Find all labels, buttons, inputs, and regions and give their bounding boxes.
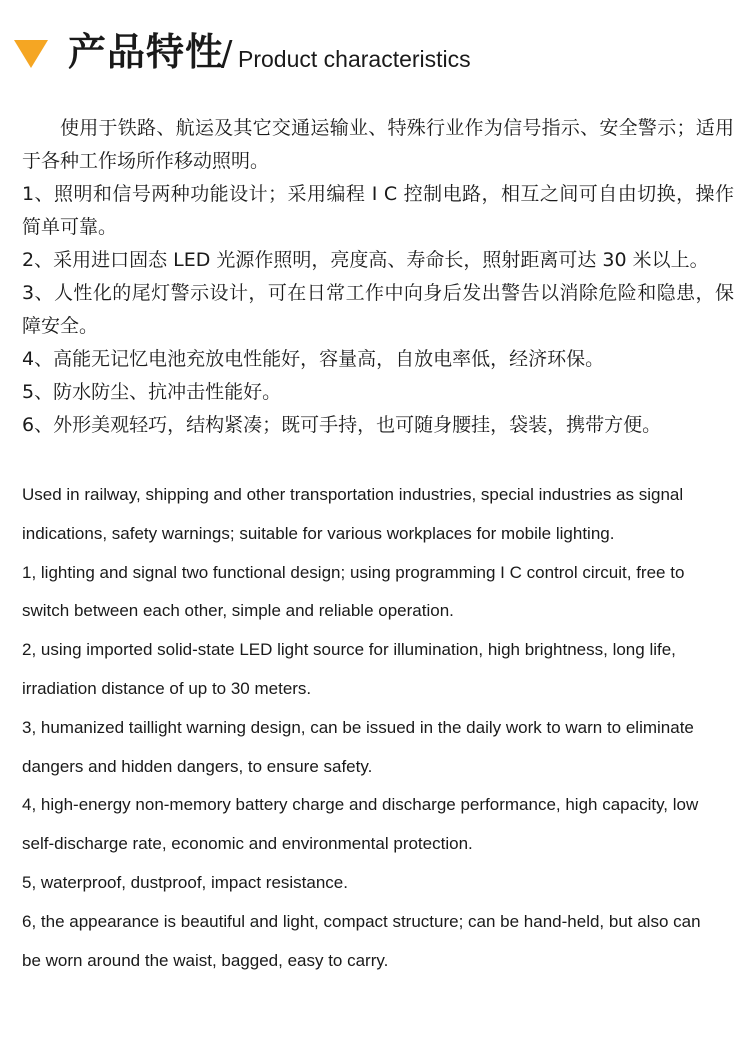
english-feature-4: 4, high-energy non-memory battery charge and discharge performance, high capacity, low self-discharge rate, economic and environmental protection. bbox=[22, 795, 699, 854]
section-header bbox=[0, 28, 750, 80]
chinese-feature-5: 5、防水防尘、抗冲击性能好。 bbox=[22, 381, 282, 403]
title-english: Product characteristics bbox=[238, 46, 471, 72]
english-feature-5: 5, waterproof, dustproof, impact resistance. bbox=[22, 872, 348, 892]
chinese-feature-3: 3、人性化的尾灯警示设计，可在日常工作中向身后发出警告以消除危险和隐患，保障安全。 bbox=[22, 282, 734, 337]
english-feature-3: 3, humanized taillight warning design, can be issued in the daily work to warn to eliminate dangers and hidden dangers, to ensure safety. bbox=[22, 717, 694, 776]
english-feature-2: 2, using imported solid-state LED light source for illumination, high brightness, long life, irradiation distance of up to 30 meters. bbox=[22, 640, 676, 698]
chinese-description bbox=[22, 112, 734, 442]
english-feature-6: 6, the appearance is beautiful and light, compact structure; can be hand-held, but also can be worn around the waist, bagged, easy to carry. bbox=[22, 911, 701, 970]
chinese-feature-2: 2、采用进口固态 LED 光源作照明，亮度高、寿命长，照射距离可达 30 米以上。 bbox=[22, 249, 709, 271]
chinese-intro: 使用于铁路、航运及其它交通运输业、特殊行业作为信号指示、安全警示；适用于各种工作场所作移动照明。 bbox=[22, 117, 734, 172]
chinese-feature-4: 4、高能无记忆电池充放电性能好，容量高，自放电率低，经济环保。 bbox=[22, 348, 605, 370]
triangle-down-icon bbox=[14, 40, 48, 68]
title-separator: / bbox=[221, 34, 233, 74]
english-intro: Used in railway, shipping and other transportation industries, special industries as signal indications, safety warnings; suitable for various workplaces for mobile lighting. bbox=[22, 485, 684, 543]
title-chinese: 产品特性 bbox=[68, 30, 225, 74]
chinese-feature-6: 6、外形美观轻巧，结构紧凑；既可手持，也可随身腰挂，袋装，携带方便。 bbox=[22, 414, 662, 436]
english-description bbox=[22, 476, 712, 980]
chinese-feature-1: 1、照明和信号两种功能设计；采用编程 I C 控制电路，相互之间可自由切换，操作简单可靠。 bbox=[22, 183, 734, 238]
english-feature-1: 1, lighting and signal two functional design; using programming I C control circuit, free to switch between each other, simple and reliable operation. bbox=[22, 562, 685, 621]
